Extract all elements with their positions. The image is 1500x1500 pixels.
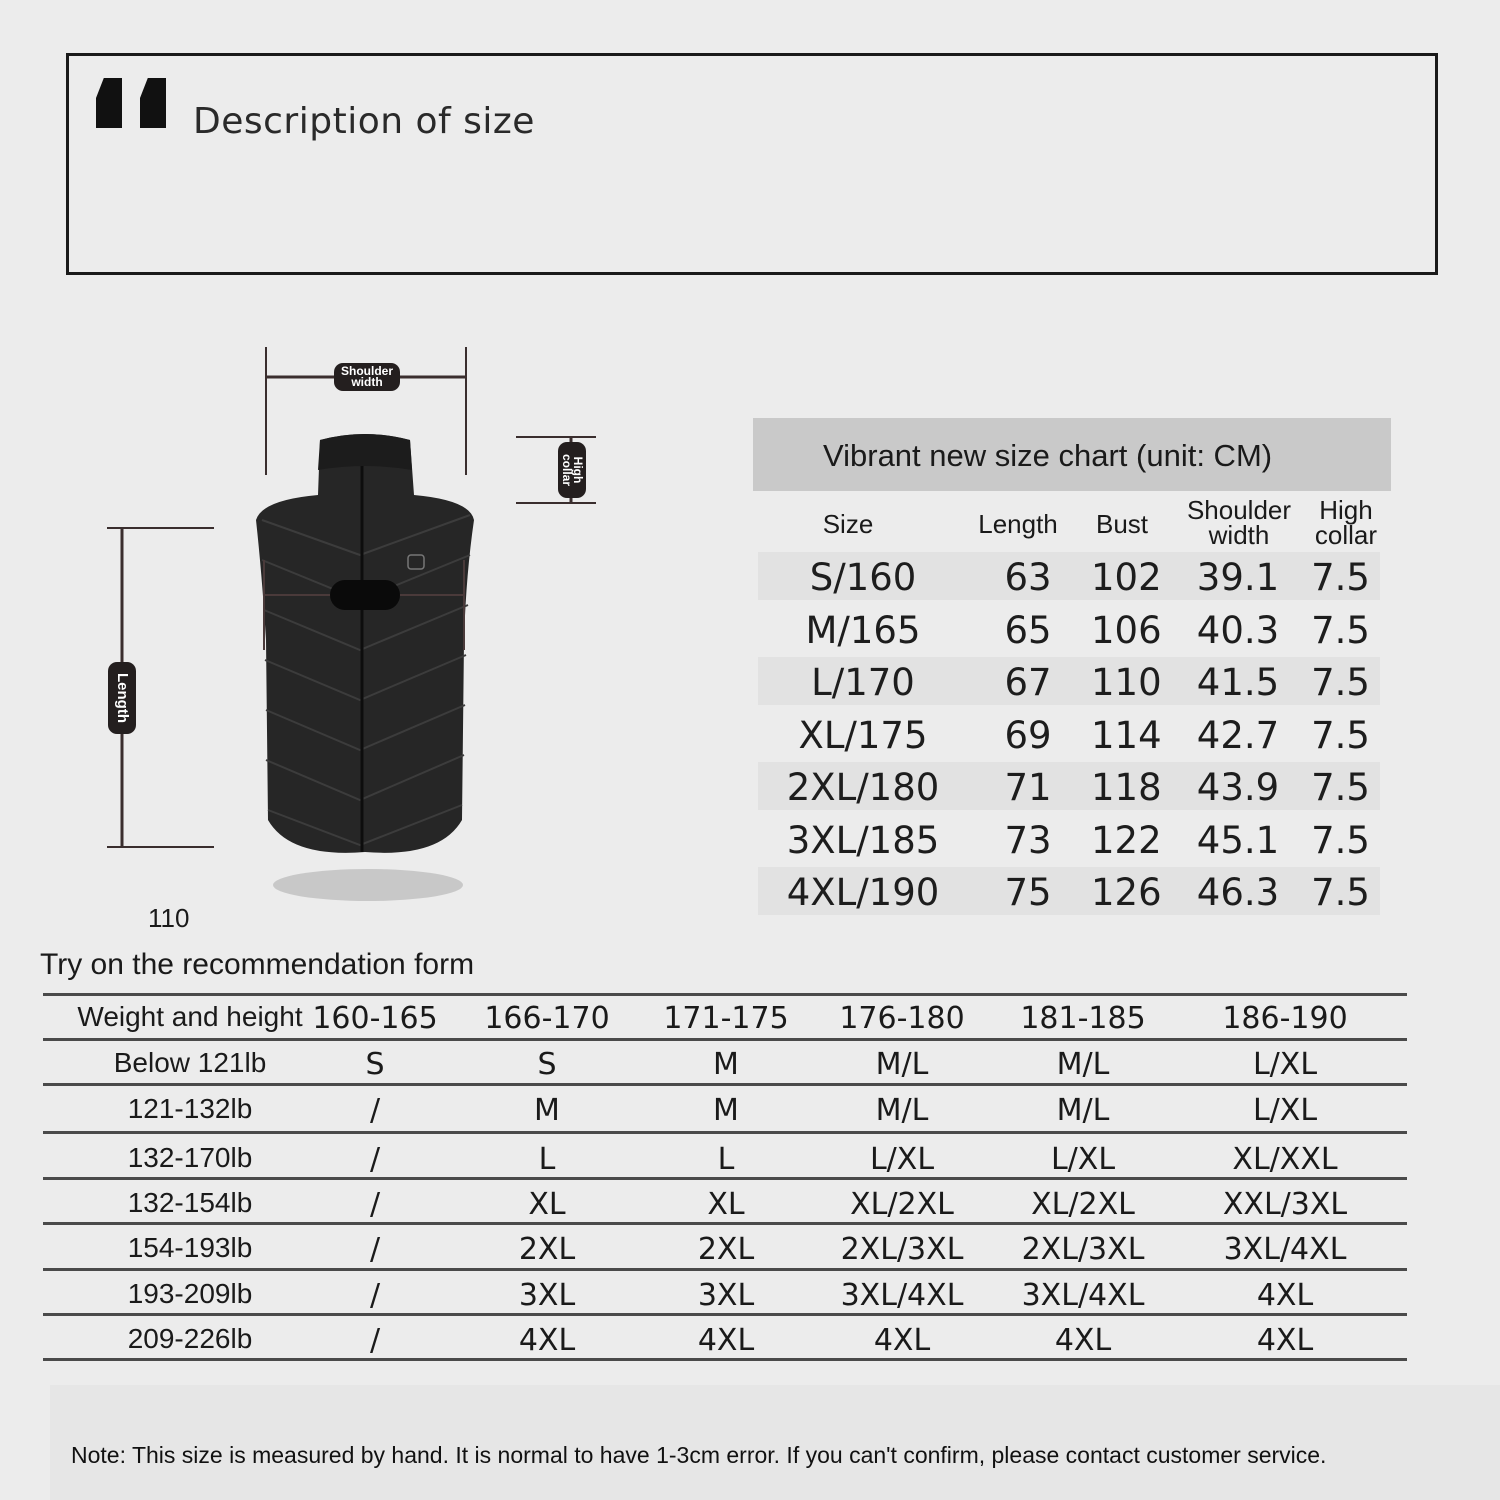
recommendation-cell: 3XL [697,1278,755,1313]
recommendation-cell: / [369,1323,381,1358]
table-rule [43,1222,1407,1225]
recommendation-cell: S [537,1047,557,1082]
size-chart-cell: 114 [1091,713,1162,757]
size-chart-cell: 102 [1091,556,1162,599]
recommendation-cell: S [365,1047,385,1082]
recommendation-cell: 2XL/3XL [840,1232,964,1267]
note-text: Note: This size is measured by hand. It is normal to have 1-3cm error. If you can't confirm, please contact customer service. [71,1442,1327,1468]
recommendation-cell: M/L [875,1047,929,1082]
size-chart-cell: 7.5 [1311,713,1370,757]
recommendation-cell: 2XL [518,1232,576,1267]
shoulder-width-label: Shoulder width [334,363,400,391]
size-chart-row [758,762,1380,810]
size-chart-cell: S/160 [809,556,917,599]
recommendation-header-cell: 166-170 [484,1001,610,1036]
recommendation-cell: 3XL [518,1278,576,1313]
recommendation-cell: XL/XXL [1232,1142,1338,1177]
recommendation-cell: XL/2XL [850,1187,954,1222]
size-chart-cell: 7.5 [1311,608,1370,652]
recommendation-cell: XXL/3XL [1222,1187,1348,1222]
recommendation-cell: L [717,1142,735,1177]
recommendation-cell: 132-154lb [127,1187,253,1218]
table-rule [43,1313,1407,1316]
size-chart-cell: 39.1 [1196,556,1280,599]
size-chart-cell: 7.5 [1311,556,1370,599]
recommendation-cell: M [534,1093,560,1128]
table-rule [43,1268,1407,1271]
size-chart-cell: 73 [1004,818,1052,862]
recommendation-header-cell: 186-190 [1222,1001,1348,1036]
recommendation-cell: M [713,1093,739,1128]
recommendation-cell: / [369,1187,381,1222]
recommendation-cell: L/XL [1252,1093,1318,1128]
size-chart-cell: 43.9 [1196,766,1280,809]
recommendation-cell: 3XL/4XL [1021,1278,1145,1313]
reference-size: 110 [148,903,190,933]
size-chart-row [758,657,1380,705]
recommendation-cell: 2XL [697,1232,755,1267]
recommendation-cell: 3XL/4XL [840,1278,964,1313]
size-chart-cell: 67 [1004,661,1052,704]
size-chart-row [758,552,1380,600]
recommendation-cell: Below 121lb [113,1047,267,1078]
size-chart-row [758,815,1380,863]
recommendation-cell: 209-226lb [127,1323,253,1354]
size-chart-cell: 7.5 [1311,818,1370,862]
recommendation-cell: 4XL [873,1323,931,1358]
recommendation-cell: 4XL [518,1323,576,1358]
recommendation-header-cell: 160-165 [312,1001,438,1036]
recommendation-cell: 4XL [1054,1323,1112,1358]
recommendation-cell: / [369,1093,381,1128]
recommendation-cell: 2XL/3XL [1021,1232,1145,1267]
length-label: Length [108,662,136,734]
recommendation-cell: L/XL [1252,1047,1318,1082]
recommendation-cell: M/L [875,1093,929,1128]
size-chart-cell: 69 [1004,713,1052,757]
table-rule [43,993,1407,996]
size-chart-cell: 4XL/190 [786,871,940,914]
size-chart-cell: 7.5 [1311,661,1370,704]
recommendation-header-cell: 171-175 [663,1001,789,1036]
recommendation-cell: M/L [1056,1093,1110,1128]
recommendation-cell: / [369,1142,381,1177]
vest-shadow [273,869,463,901]
recommendation-cell: L/XL [869,1142,935,1177]
size-chart-cell: 122 [1091,818,1162,862]
size-chart-cell: 7.5 [1311,766,1370,809]
size-chart-row [758,710,1380,758]
size-chart-cell: 65 [1004,608,1052,652]
recommendation-cell: M/L [1056,1047,1110,1082]
size-chart-cell: 106 [1091,608,1162,652]
recommendation-header-cell: 181-185 [1020,1001,1146,1036]
col-header-shoulder: Shoulder width [1186,495,1292,550]
recommendation-cell: 4XL [1256,1278,1314,1313]
size-chart-cell: 41.5 [1196,661,1280,704]
size-chart-cell: 71 [1004,766,1052,809]
size-chart-cell: M/165 [805,608,921,652]
table-rule [43,1177,1407,1180]
col-header-length: Length [978,509,1058,539]
recommendation-cell: L [538,1142,556,1177]
size-chart-cell: 75 [1004,871,1052,914]
size-chart-cell: 118 [1091,766,1162,809]
size-chart-cell: 42.7 [1196,713,1280,757]
recommendation-cell: 4XL [1256,1323,1314,1358]
recommendation-cell: 3XL/4XL [1223,1232,1347,1267]
table-rule [43,1038,1407,1041]
col-header-bust: Bust [1095,509,1149,539]
recommendation-cell: 193-209lb [127,1278,253,1309]
table-rule [43,1358,1407,1361]
size-chart-cell: 63 [1004,556,1052,599]
recommendation-cell: 154-193lb [127,1232,253,1263]
size-chart-cell: 40.3 [1196,608,1280,652]
recommendation-header-cell: 176-180 [839,1001,965,1036]
size-chart-cell: 3XL/185 [786,818,940,862]
recommendation-cell: / [369,1232,381,1267]
header-title: Description of size [193,101,535,142]
table-rule [43,1083,1407,1086]
vest-diagram [0,0,700,940]
size-chart-cell: 45.1 [1196,818,1280,862]
high-collar-label: High collar [558,442,586,498]
size-chart-cell: L/170 [811,661,915,704]
table-rule [43,1131,1407,1134]
recommendation-cell: 4XL [697,1323,755,1358]
vest-body [256,434,474,853]
recommendation-cell: XL [528,1187,566,1222]
recommendation-cell: L/XL [1050,1142,1116,1177]
recommendation-cell: / [369,1278,381,1313]
size-chart-cell: XL/175 [798,713,928,757]
recommendation-cell: 121-132lb [127,1093,253,1124]
size-chart-cell: 2XL/180 [786,766,940,809]
size-chart-cell: 7.5 [1311,871,1370,914]
size-chart-cell: 126 [1091,871,1162,914]
recommendation-cell: XL/2XL [1031,1187,1135,1222]
size-chart-cell: 46.3 [1196,871,1280,914]
recommendation-title: Try on the recommendation form [40,948,475,981]
recommendation-cell: M [713,1047,739,1082]
size-chart-title: Vibrant new size chart (unit: CM) [823,438,1273,473]
col-header-collar: High collar [1314,495,1378,550]
recommendation-header-cell: Weight and height [77,1001,303,1032]
col-header-size: Size [822,509,874,539]
size-chart-row [758,605,1380,653]
size-chart [753,418,1391,930]
size-chart-row [758,867,1380,915]
size-chart-cell: 110 [1091,661,1162,704]
bust-marker [330,580,400,610]
recommendation-cell: 132-170lb [127,1142,253,1173]
recommendation-cell: XL [707,1187,745,1222]
